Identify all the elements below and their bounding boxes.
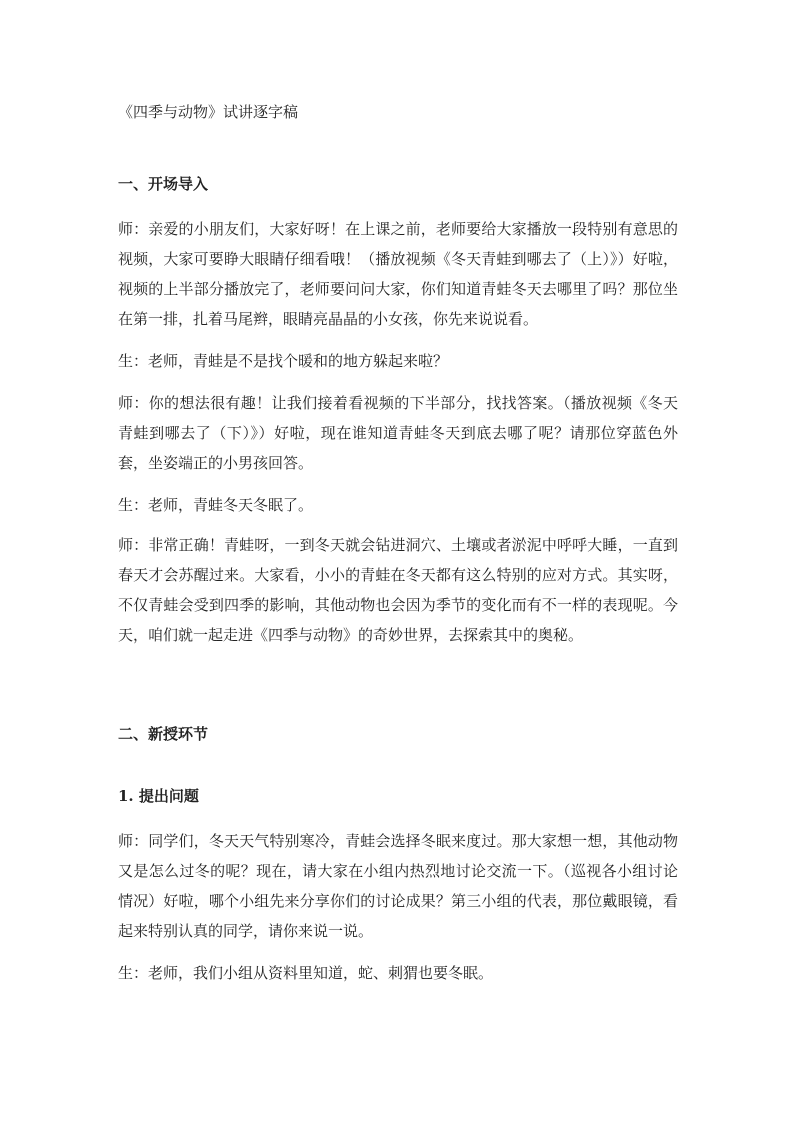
paragraph: 师：非常正确！青蛙呀，一到冬天就会钻进洞穴、土壤或者淤泥中呼呼大睡，一直到春天才会苏醒过来。大家看，小小的青蛙在冬天都有这么特别的应对方式。其实呀，不仅青蛙会受到四季的影响，其他动物也会因为季节的变化而有不一样的表现呢。今天，咱们就一起走进《四季与动物》的奇妙世界，去探索其中的奥秘。	[118, 536, 678, 644]
paragraph: 生：老师，青蛙冬天冬眠了。	[118, 496, 314, 514]
paragraph: 师：你的想法很有趣！让我们接着看视频的下半部分，找找答案。（播放视频《冬天青蛙到哪去了（下）》）好啦，现在谁知道青蛙冬天到底去哪了呢？请那位穿蓝色外套，坐姿端正的小男孩回答。	[118, 394, 678, 472]
paragraph: 师：同学们，冬天天气特别寒冷，青蛙会选择冬眠来度过。那大家想一想，其他动物又是怎么过冬的呢？现在，请大家在小组内热烈地讨论交流一下。（巡视各小组讨论情况）好啦，哪个小组先来分享你们的讨论成果？第三小组的代表，那位戴眼镜，看起来特别认真的同学，请你来说一说。	[118, 832, 678, 940]
paragraph: 生：老师，青蛙是不是找个暖和的地方躲起来啦？	[118, 352, 449, 370]
paragraph: 师：亲爱的小朋友们，大家好呀！在上课之前，老师要给大家播放一段特别有意思的视频，大家可要睁大眼睛仔细看哦！（播放视频《冬天青蛙到哪去了（上）》）好啦，视频的上半部分播放完了，老师要问问大家，你们知道青蛙冬天去哪里了吗？那位坐在第一排，扎着马尾辫，眼睛亮晶晶的小女孩，你先来说说看。	[118, 220, 678, 328]
subsection-heading-ask-question: 1. 提出问题	[118, 787, 199, 805]
section-heading-new-lesson: 二、新授环节	[118, 725, 209, 743]
section-heading-opening: 一、开场导入	[118, 175, 209, 193]
document-title: 《四季与动物》试讲逐字稿	[118, 103, 299, 121]
paragraph: 生：老师，我们小组从资料里知道，蛇、刺猬也要冬眠。	[118, 964, 494, 982]
